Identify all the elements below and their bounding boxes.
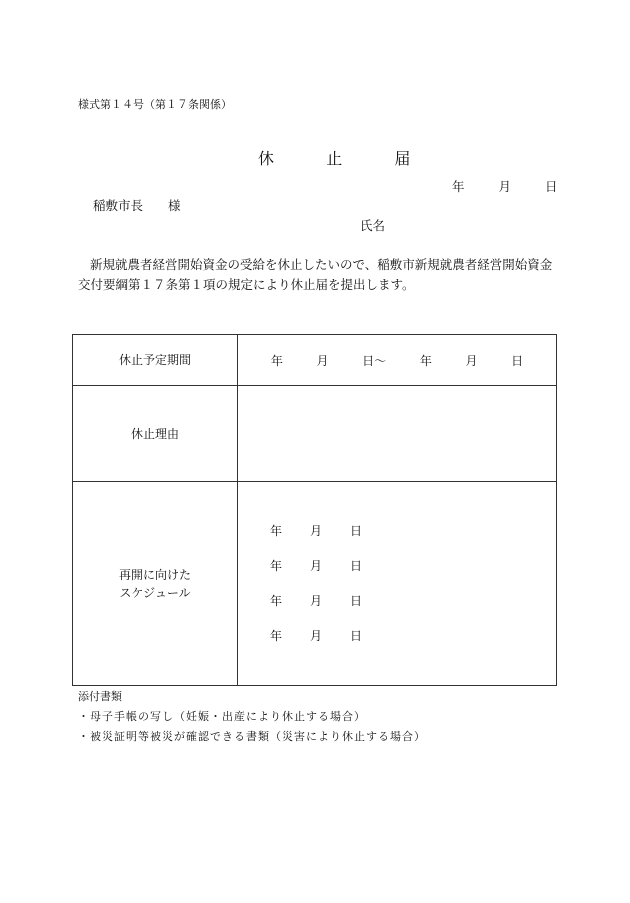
title-char-3: 届	[394, 149, 413, 168]
date-year: 年	[452, 179, 465, 194]
row-schedule	[73, 482, 557, 686]
document-title	[258, 146, 412, 169]
form-number: 様式第１４号（第１７条関係）	[78, 98, 232, 111]
date-day: 日	[544, 179, 558, 194]
schedule-day: 日	[350, 628, 363, 643]
schedule-label-line-2: スケジュール	[119, 585, 191, 600]
addressee: 稲敷市長 様	[93, 198, 181, 213]
schedule-date-1	[270, 514, 556, 549]
period-start-day: 日～	[362, 353, 387, 368]
period-end-month: 月	[465, 353, 478, 368]
schedule-day: 日	[350, 558, 363, 573]
reason-label: 休止理由	[73, 386, 238, 482]
reason-value[interactable]	[238, 386, 557, 482]
period-start-year: 年	[270, 353, 283, 368]
title-char-1: 休	[258, 149, 277, 168]
schedule-year: 年	[270, 558, 283, 573]
schedule-date-3	[270, 584, 556, 619]
applicant-name-label: 氏名	[360, 218, 386, 233]
schedule-day: 日	[350, 593, 363, 608]
schedule-label	[73, 482, 238, 686]
period-start-month: 月	[316, 353, 329, 368]
period-end-year: 年	[419, 353, 432, 368]
schedule-month: 月	[310, 523, 323, 538]
schedule-year: 年	[270, 628, 283, 643]
row-reason	[73, 386, 557, 482]
schedule-value[interactable]	[238, 482, 557, 686]
schedule-date-4	[270, 619, 556, 654]
schedule-label-line-1: 再開に向けた	[118, 567, 191, 582]
attachment-item: ・母子手帳の写し（妊娠・出産により休止する場合）	[78, 710, 366, 723]
schedule-date-2	[270, 549, 556, 584]
attachment-item: ・被災証明等被災が確認できる書類（災害により休止する場合）	[78, 730, 426, 743]
title-char-2: 止	[326, 149, 345, 168]
schedule-month: 月	[310, 593, 323, 608]
form-table	[72, 334, 557, 686]
schedule-day: 日	[350, 523, 363, 538]
body-text: 新規就農者経営開始資金の受給を休止したいので、稲敷市新規就農者経営開始資金交付要綱第１７条第１項の規定により休止届を提出します。	[78, 257, 553, 292]
submission-date	[452, 177, 557, 195]
date-month: 月	[498, 179, 511, 194]
attachments-title: 添付書類	[78, 690, 122, 703]
schedule-month: 月	[310, 558, 323, 573]
schedule-month: 月	[310, 628, 323, 643]
period-value[interactable]	[238, 335, 557, 386]
schedule-year: 年	[270, 593, 283, 608]
schedule-year: 年	[270, 523, 283, 538]
period-label: 休止予定期間	[73, 335, 238, 386]
period-end-day: 日	[511, 353, 524, 368]
row-period	[73, 335, 557, 386]
